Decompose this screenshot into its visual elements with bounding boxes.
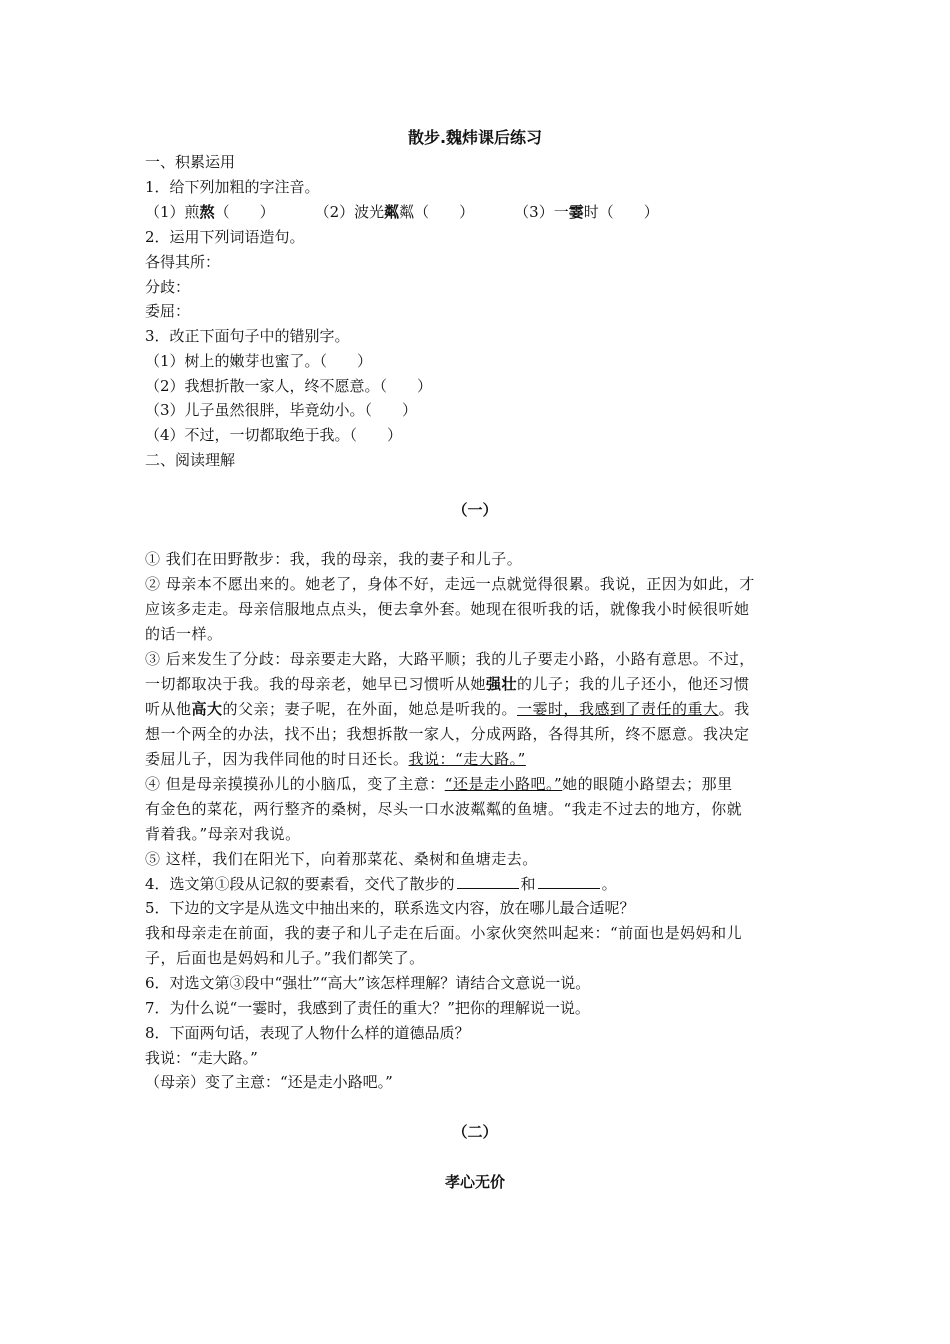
passage-paragraph-3-line-3: 听从他高大的父亲；妻子呢，在外面，她总是听我的。一霎时，我感到了责任的重大。我	[145, 700, 750, 718]
q1-item-3: （3）一霎时（ ）	[514, 203, 659, 221]
question-4: 4．选文第①段从记叙的要素看，交代了散步的 和 。	[145, 875, 617, 893]
passage-paragraph-5: ⑤ 这样，我们在阳光下，向着那菜花、桑树和鱼塘走去。	[145, 850, 538, 868]
question-2-word-2: 分歧：	[145, 278, 191, 296]
section-heading-2: 二、阅读理解	[145, 451, 236, 469]
question-1-items	[145, 200, 659, 224]
document-title: 散步.魏炜课后练习	[407, 128, 543, 147]
question-3-stem: 3．改正下面句子中的错别字。	[145, 327, 350, 345]
question-2-stem: 2．运用下列词语造句。	[145, 228, 305, 246]
underlined-sentence-small-road: “还是走小路吧。”	[444, 775, 563, 793]
passage-paragraph-4-line-1: ④ 但是母亲摸摸孙儿的小脑瓜，变了主意：“还是走小路吧。”她的眼随小路望去；那里	[145, 775, 733, 793]
question-8-quote-1: 我说：“走大路。”	[145, 1049, 258, 1067]
question-3-item-2: （2）我想折散一家人，终不愿意。（ ）	[145, 377, 433, 395]
question-3-item-3: （3）儿子虽然很胖，毕竟幼小。（ ）	[145, 401, 418, 419]
question-2-word-1: 各得其所：	[145, 253, 221, 271]
passage-paragraph-4-line-2: 有金色的菜花，两行整齐的桑树，尽头一口水波粼粼的鱼塘。“我走不过去的地方，你就	[145, 800, 743, 818]
highlight-tall: 高大	[191, 700, 223, 718]
question-2-word-3: 委屈：	[145, 302, 191, 320]
part-2-heading: （二）	[452, 1123, 498, 1141]
highlight-strong: 强壮	[486, 675, 518, 693]
q1-item-1: （1）煎熬（ ）	[145, 203, 275, 221]
passage-paragraph-2-line-2: 应该多走走。母亲信服地点点头，便去拿外套。她现在很听我的话，就像我小时候很听她	[145, 600, 750, 618]
passage-paragraph-3-line-4: 想一个两全的办法，找不出；我想拆散一家人，分成两路，各得其所，终不愿意。我决定	[145, 725, 750, 743]
q1-item-2: （2）波光粼粼（ ）	[314, 203, 475, 221]
part-1-heading: （一）	[452, 501, 498, 519]
question-8-quote-2: （母亲）变了主意：“还是走小路吧。”	[145, 1073, 393, 1091]
question-5-excerpt-line-2: 子，后面也是妈妈和儿子。”我们都笑了。	[145, 949, 425, 967]
question-5-stem: 5．下边的文字是从选文中抽出来的，联系选文内容，放在哪儿最合适呢？	[145, 899, 635, 917]
question-3-item-4: （4）不过，一切都取绝于我。（ ）	[145, 426, 403, 444]
part-2-title: 孝心无价	[444, 1173, 505, 1191]
question-1-stem: 1．给下列加粗的字注音。	[145, 178, 320, 196]
underlined-sentence-responsibility: 一霎时，我感到了责任的重大	[517, 700, 719, 718]
answer-blank-1[interactable]	[457, 874, 519, 889]
passage-paragraph-3-line-2: 一切都取决于我。我的母亲老，她早已习惯听从她强壮的儿子；我的儿子还小，他还习惯	[145, 675, 750, 693]
question-8-stem: 8．下面两句话，表现了人物什么样的道德品质？	[145, 1024, 470, 1042]
question-7: 7．为什么说“一霎时，我感到了责任的重大？”把你的理解说一说。	[145, 999, 590, 1017]
passage-paragraph-4-line-3: 背着我。”母亲对我说。	[145, 825, 301, 843]
passage-paragraph-3-line-5: 委屈儿子，因为我伴同他的时日还长。我说：“走大路。”	[145, 750, 526, 768]
passage-paragraph-2-line-1: ② 母亲本不愿出来的。她老了，身体不好，走远一点就觉得很累。我说，正因为如此，才	[145, 575, 755, 593]
question-3-item-1: （1）树上的嫩芽也蜜了。（ ）	[145, 352, 373, 370]
answer-blank-2[interactable]	[538, 874, 600, 889]
passage-paragraph-3-line-1: ③ 后来发生了分歧：母亲要走大路，大路平顺；我的儿子要走小路，小路有意思。不过，	[145, 650, 755, 668]
section-heading-1: 一、积累运用	[145, 153, 236, 171]
passage-paragraph-1: ① 我们在田野散步：我，我的母亲，我的妻子和儿子。	[145, 550, 523, 568]
question-6: 6．对选文第③段中“强壮”“高大”该怎样理解？请结合文意说一说。	[145, 974, 591, 992]
passage-paragraph-2-line-3: 的话一样。	[145, 625, 223, 643]
question-5-excerpt-line-1: 我和母亲走在前面，我的妻子和儿子走在后面。小家伙突然叫起来：“前面也是妈妈和儿	[145, 924, 743, 942]
underlined-sentence-big-road: 我说：“走大路。”	[408, 750, 526, 768]
